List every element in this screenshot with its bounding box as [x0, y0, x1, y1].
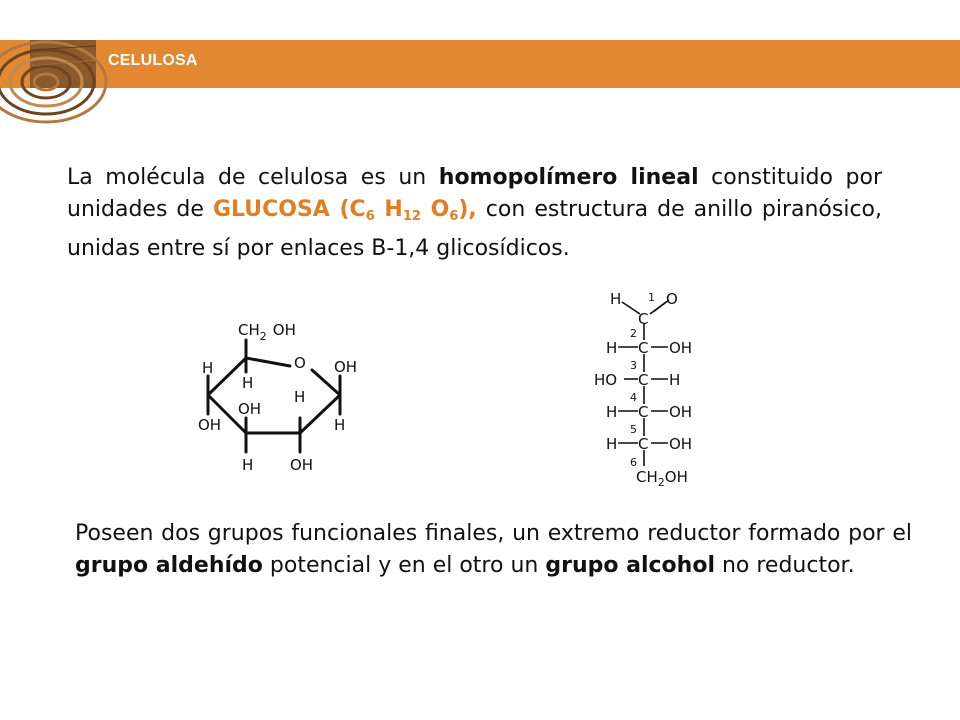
aldehyde-term: grupo aldehído — [75, 553, 263, 578]
carbon-subscript: 6 — [365, 209, 375, 224]
formula-close: ), — [458, 197, 477, 222]
ring-label: OH — [238, 400, 262, 418]
chain-row-right: OH — [669, 403, 693, 421]
carbon-number: 4 — [630, 391, 637, 404]
homopolymer-term: homopolímero lineal — [438, 165, 699, 190]
ring-label: H — [202, 359, 214, 377]
intro-paragraph — [67, 162, 882, 265]
intro-text-3: con estructura de anillo piranósico, unidas entre sí por enlaces Β-1,4 glicosídicos. — [67, 197, 883, 261]
glucose-formula — [213, 197, 477, 222]
intro-text-1: La molécula de celulosa es un — [67, 165, 439, 190]
chain-carbon: C — [638, 371, 649, 389]
groups-text-1: Poseen dos grupos funcionales finales, un extremo reductor formado por el — [75, 521, 912, 546]
chain-row-left: H — [606, 339, 618, 357]
chain-carbon: C — [638, 339, 649, 357]
glucose-ring-diagram — [190, 310, 390, 490]
chain-top-h: H — [610, 290, 622, 308]
ring-label: OH — [334, 358, 358, 376]
functional-groups-paragraph — [75, 518, 912, 582]
oxygen-symbol: O — [420, 197, 450, 222]
chain-row-left: H — [606, 435, 618, 453]
chain-row-left: HO — [594, 371, 618, 389]
glucose-label: GLUCOSA (C — [212, 197, 366, 222]
ring-label: H — [242, 456, 254, 474]
carbon-number: 3 — [630, 359, 637, 372]
carbon-number: 6 — [630, 456, 637, 469]
oxygen-subscript: 6 — [449, 209, 459, 224]
carbon-number: 2 — [630, 327, 637, 340]
carbon-number: 1 — [648, 291, 655, 304]
chain-row-right: OH — [669, 435, 693, 453]
ring-label: H — [294, 388, 306, 406]
chain-carbon: C — [638, 403, 649, 421]
intro-text-2: constituido por unidades de — [67, 165, 882, 222]
alcohol-term: grupo alcohol — [545, 553, 715, 578]
chain-carbon: C — [638, 435, 649, 453]
ring-label: OH — [290, 456, 314, 474]
chain-bottom-group: $CH_2OH$ — [636, 468, 688, 489]
carbon-number: 5 — [630, 423, 637, 436]
hydrogen-symbol: H — [374, 197, 403, 222]
groups-text-2: potencial y en el otro un — [262, 553, 546, 578]
glucose-chain-diagram — [588, 288, 718, 488]
ring-ch2-label: $CH_2$ OH — [238, 321, 296, 343]
chain-carbon: C — [638, 310, 649, 328]
ring-oxygen-label: O — [294, 354, 306, 372]
chain-top-o: O — [666, 290, 678, 308]
ring-label: H — [242, 374, 254, 392]
wood-logo-image — [30, 40, 96, 88]
chain-row-left: H — [606, 403, 618, 421]
ring-label: OH — [198, 416, 222, 434]
ring-label-hidden: OH — [194, 308, 196, 309]
ring-label: H — [334, 416, 346, 434]
chain-row-right: H — [669, 371, 681, 389]
chain-row-right: OH — [669, 339, 693, 357]
hydrogen-subscript: 12 — [402, 209, 421, 224]
groups-text-3: no reductor. — [714, 553, 855, 578]
ring-label-hidden: H — [192, 308, 193, 309]
header-title: CELULOSA — [108, 52, 198, 69]
